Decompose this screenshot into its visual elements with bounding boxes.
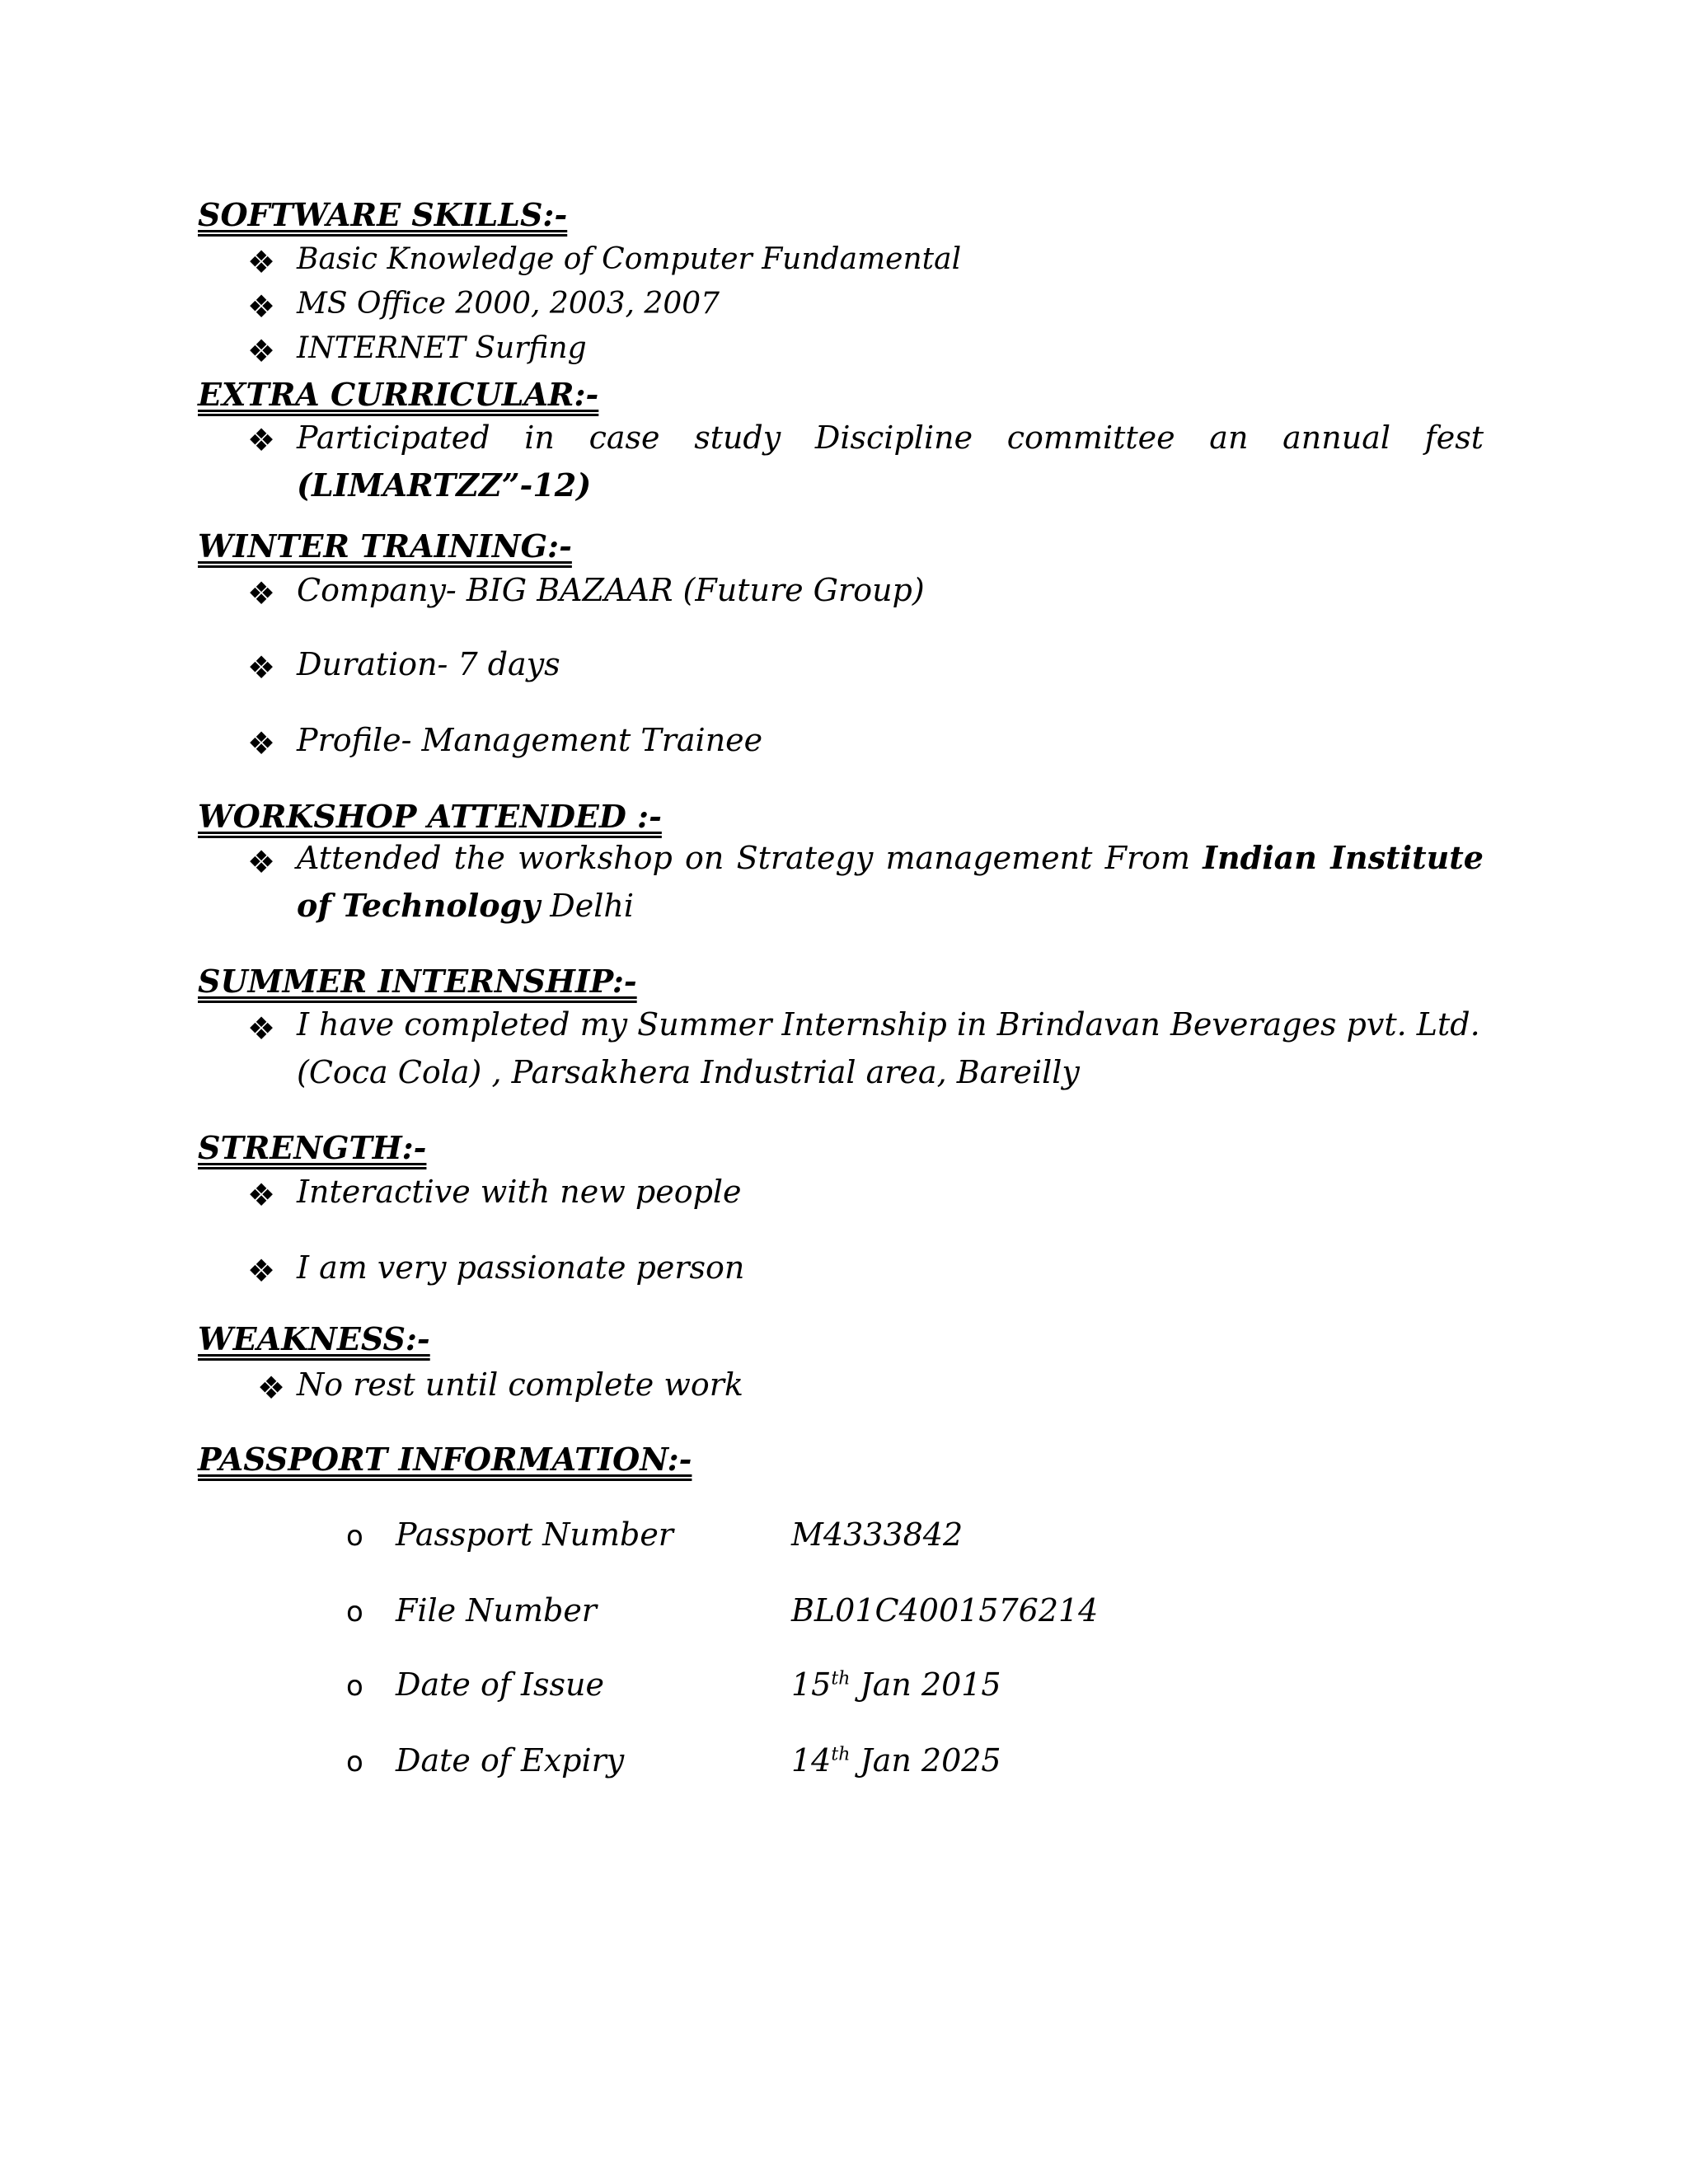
diamond-bullet-icon: ❖: [247, 725, 276, 762]
software-skills-heading: SOFTWARE SKILLS:-: [198, 196, 568, 233]
date-of-expiry-value: 14th Jan 2025: [791, 1742, 1001, 1779]
circle-bullet-icon: o: [346, 1520, 363, 1553]
strength-item: Interactive with new people: [297, 1174, 742, 1210]
diamond-bullet-icon: ❖: [247, 649, 276, 686]
diamond-bullet-icon: ❖: [247, 288, 276, 325]
circle-bullet-icon: o: [346, 1596, 363, 1629]
winter-training-item: Duration- 7 days: [297, 646, 560, 682]
date-of-expiry-label: Date of Expiry: [396, 1742, 625, 1779]
passport-heading: PASSPORT INFORMATION:-: [198, 1441, 692, 1478]
weakness-heading: WEAKNESS:-: [198, 1320, 430, 1357]
workshop-item: [297, 834, 1484, 930]
diamond-bullet-icon: ❖: [247, 244, 276, 280]
diamond-bullet-icon: ❖: [247, 1253, 276, 1289]
diamond-bullet-icon: ❖: [247, 575, 276, 612]
date-of-issue-value: 15th Jan 2015: [791, 1666, 1001, 1703]
diamond-bullet-icon: ❖: [247, 1010, 276, 1047]
workshop-heading: WORKSHOP ATTENDED :-: [198, 798, 662, 835]
diamond-bullet-icon: ❖: [257, 1370, 286, 1406]
file-number-label: File Number: [396, 1592, 597, 1629]
passport-number-value: M4333842: [791, 1516, 964, 1553]
strength-item: I am very passionate person: [297, 1249, 745, 1286]
software-skill-item: MS Office 2000, 2003, 2007: [297, 287, 720, 321]
strength-heading: STRENGTH:-: [198, 1129, 427, 1166]
winter-training-item: Company- BIG BAZAAR (Future Group): [297, 572, 925, 608]
diamond-bullet-icon: ❖: [247, 1177, 276, 1213]
extra-curricular-item: [297, 414, 1484, 509]
passport-number-label: Passport Number: [396, 1516, 673, 1553]
weakness-item: No rest until complete work: [297, 1366, 743, 1403]
software-skill-item: Basic Knowledge of Computer Fundamental: [297, 242, 962, 276]
summer-internship-item: I have completed my Summer Internship in Brindavan Beverages pvt. Ltd. (Coca Cola) , Parsakhera Industrial area, Bareilly: [297, 1006, 1480, 1090]
winter-training-item: Profile- Management Trainee: [297, 722, 763, 758]
date-of-issue-label: Date of Issue: [396, 1666, 604, 1703]
diamond-bullet-icon: ❖: [247, 422, 276, 458]
extra-curricular-heading: EXTRA CURRICULAR:-: [198, 376, 599, 413]
circle-bullet-icon: o: [346, 1670, 363, 1703]
winter-training-heading: WINTER TRAINING:-: [198, 527, 572, 565]
file-number-value: BL01C4001576214: [791, 1592, 1099, 1629]
workshop-city: Delhi: [550, 888, 635, 924]
workshop-text: Attended the workshop on Strategy management From: [297, 840, 1191, 876]
summer-internship-heading: SUMMER INTERNSHIP:-: [198, 963, 637, 1000]
extra-curricular-text: Participated in case study Discipline committee an annual fest: [297, 419, 1484, 456]
diamond-bullet-icon: ❖: [247, 333, 276, 369]
diamond-bullet-icon: ❖: [247, 844, 276, 880]
circle-bullet-icon: o: [346, 1746, 363, 1779]
software-skill-item: INTERNET Surfing: [297, 331, 587, 365]
institute-name: Indian Institute of Technology: [297, 839, 1484, 924]
fest-name: (LIMARTZZ”-12): [297, 466, 592, 504]
